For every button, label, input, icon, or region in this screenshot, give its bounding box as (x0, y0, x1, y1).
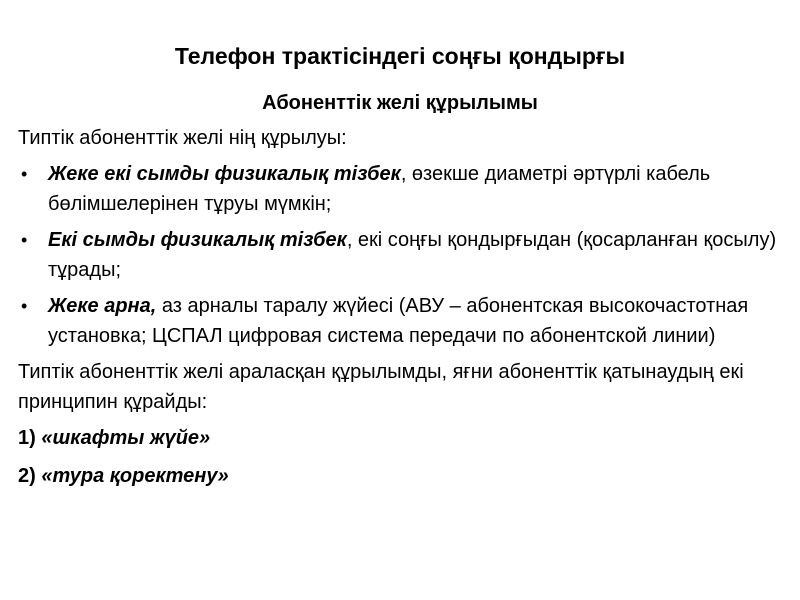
numbered-item (18, 461, 788, 491)
slide-title: Телефон трактісіндегі соңғы қондырғы (174, 43, 626, 69)
numbered-item (18, 423, 788, 453)
bullet-text: , екі соңғы қондырғыдан (қосарланған қосылу) тұрады; (48, 229, 777, 281)
bullet-list (18, 159, 788, 351)
bullet-item (18, 291, 788, 351)
slide-subtitle: Абоненттік желі құрылымы (262, 92, 538, 114)
bullet-marker: • (21, 164, 28, 184)
bullet-text: аз арналы таралу жүйесі (АВУ – абонентская высокочастотная установка; ЦСПАЛ цифровая система передачи по абонентской линии) (48, 295, 749, 347)
bullet-item (18, 225, 788, 285)
numbered-text: «тура қоректену» (41, 465, 229, 487)
bullet-emphasis: Жеке арна, (48, 295, 157, 317)
numbered-text: «шкафты жүйе» (41, 427, 211, 449)
summary-text: Типтік абоненттік желі араласқан құрылымды, яғни абоненттік қатынаудың екі принципин құрайды: (18, 361, 744, 413)
slide-body (18, 123, 788, 499)
bullet-marker: • (21, 230, 28, 250)
numbered-index: 2) (18, 465, 42, 487)
bullet-text: , өзекше диаметрі әртүрлі кабель бөлімшелерінен тұруы мүмкін; (48, 163, 711, 215)
bullet-emphasis: Екі сымды физикалық тізбек (48, 229, 347, 251)
intro-text: Типтік абоненттік желі нің құрылуы: (18, 127, 347, 149)
bullet-marker: • (21, 296, 28, 316)
numbered-index: 1) (18, 427, 42, 449)
bullet-item (18, 159, 788, 219)
bullet-emphasis: Жеке екі сымды физикалық тізбек (48, 163, 401, 185)
